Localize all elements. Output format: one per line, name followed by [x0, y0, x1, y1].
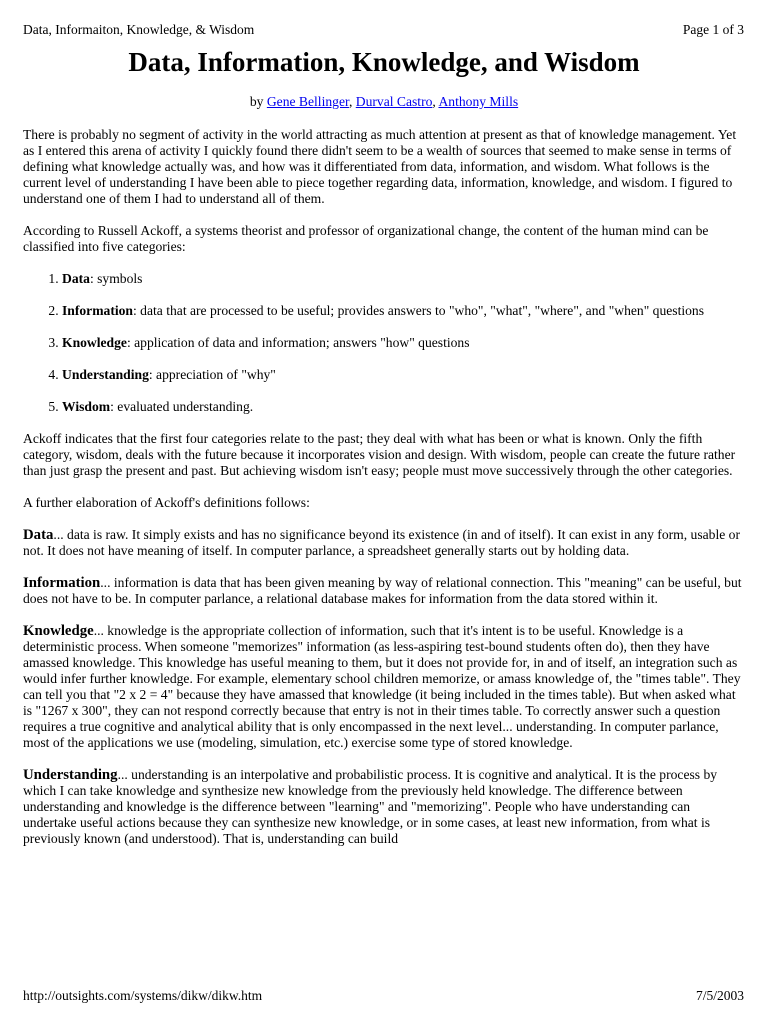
author-link-gene-bellinger[interactable]: Gene Bellinger [266, 94, 349, 109]
byline [0, 94, 768, 110]
page-footer [23, 988, 744, 1004]
list-item-knowledge [62, 335, 745, 351]
definition-term: Data [23, 527, 54, 543]
definition-term: Understanding [23, 767, 118, 783]
definition-term: Knowledge [23, 623, 94, 639]
category-description: : application of data and information; answers "how" questions [126, 335, 470, 350]
category-description: : appreciation of "why" [148, 367, 276, 382]
category-term: Understanding [62, 367, 149, 382]
page-header [23, 22, 744, 38]
category-description: : symbols [89, 271, 143, 286]
definition-text: ... information is data that has been given meaning by way of relational connection. This "meaning" can be useful, but does not have to be. In computer parlance, a relational database makes for information from the data stored within it. [23, 575, 742, 606]
category-term: Information [62, 303, 133, 318]
category-term: Knowledge [62, 335, 127, 350]
article-body [23, 127, 745, 863]
definition-knowledge [23, 623, 745, 751]
definition-understanding [23, 767, 745, 847]
category-term: Wisdom [62, 399, 111, 414]
intro-paragraph: There is probably no segment of activity in the world attracting as much attention at present as that of knowledge management. Yet as I entered this arena of activity I quickly found there didn't seem to be a wealth of sources that seemed to make sense in terms of defining what knowledge actually was, and how was it differentiated from data, information, and wisdom. What follows is the current level of understanding I have been able to piece together regarding data, information, knowledge, and wisdom. I figured to understand one of them I had to understand all of them. [23, 127, 737, 206]
definition-text: ... understanding is an interpolative and probabilistic process. It is cognitive and analytical. It is the process by which I can take knowledge and synthesize new knowledge from the previously held knowledge. The difference between understanding and knowledge is the difference between "learning" and "memorizing". People who have understanding can undertake useful actions because they can synthesize new knowledge, or in some cases, at least new information, from what is previously known (and understood). That is, understanding can build [23, 767, 718, 846]
header-document-title: Data, Informaiton, Knowledge, & Wisdom [23, 22, 255, 37]
byline-prefix: by [249, 94, 267, 109]
footer-url: http://outsights.com/systems/dikw/dikw.htm [23, 988, 263, 1003]
author-link-anthony-mills[interactable]: Anthony Mills [438, 94, 519, 109]
list-item-information [62, 303, 745, 319]
article-title: Data, Information, Knowledge, and Wisdom [128, 47, 640, 77]
definition-term: Information [23, 575, 101, 591]
author-link-durval-castro[interactable]: Durval Castro [355, 94, 433, 109]
elaboration-paragraph: A further elaboration of Ackoff's definitions follows: [23, 495, 310, 510]
definition-text: ... knowledge is the appropriate collection of information, such that it's intent is to be useful. Knowledge is a deterministic process. When someone "memorizes" information (as less-aspiring test-bound students often do), then they have amassed knowledge. This knowledge has useful meaning to them, but it does not provide for, in and of itself, an integration such as would infer further knowledge. For example, elementary school children memorize, or amass knowledge of, the "times table". They can tell you that "2 x 2 = 4" because they have amassed that knowledge (it being included in the times table). But when asked what is "1267 x 300", they can not respond correctly because that entry is not in their times table. To correctly answer such a question requires a true cognitive and analytical ability that is only encompassed in the next level... understanding. In computer parlance, most of the applications we use (modeling, simulation, etc.) exercise some type of stored knowledge. [23, 623, 741, 750]
definition-data [23, 527, 745, 559]
list-item-data [62, 271, 745, 287]
list-item-understanding [62, 367, 745, 383]
category-term: Data [62, 271, 90, 286]
ackoff-paragraph: According to Russell Ackoff, a systems theorist and professor of organizational change, the content of the human mind can be classified into five categories: [23, 223, 709, 254]
byline-separator: , [348, 94, 356, 109]
list-item-wisdom [62, 399, 745, 415]
definition-information [23, 575, 745, 607]
category-description: : data that are processed to be useful; provides answers to "who", "what", "where", and "when" questions [133, 303, 705, 318]
categories-list [23, 271, 745, 415]
header-page-number: Page 1 of 3 [682, 22, 744, 37]
definition-text: ... data is raw. It simply exists and has no significance beyond its existence (in and of itself). It can exist in any form, usable or not. It does not have meaning of itself. In computer parlance, a spreadsheet generally starts out by holding data. [23, 527, 740, 558]
category-description: : evaluated understanding. [110, 399, 254, 414]
ackoff-past-paragraph: Ackoff indicates that the first four categories relate to the past; they deal with what has been or what is known. Only the fifth category, wisdom, deals with the future because it incorporates vision and design. With wisdom, people can create the future rather than just grasp the present and past. But achieving wisdom isn't easy; people must move successively through the other categories. [23, 431, 736, 478]
footer-date: 7/5/2003 [695, 988, 744, 1003]
byline-separator: , [432, 94, 439, 109]
